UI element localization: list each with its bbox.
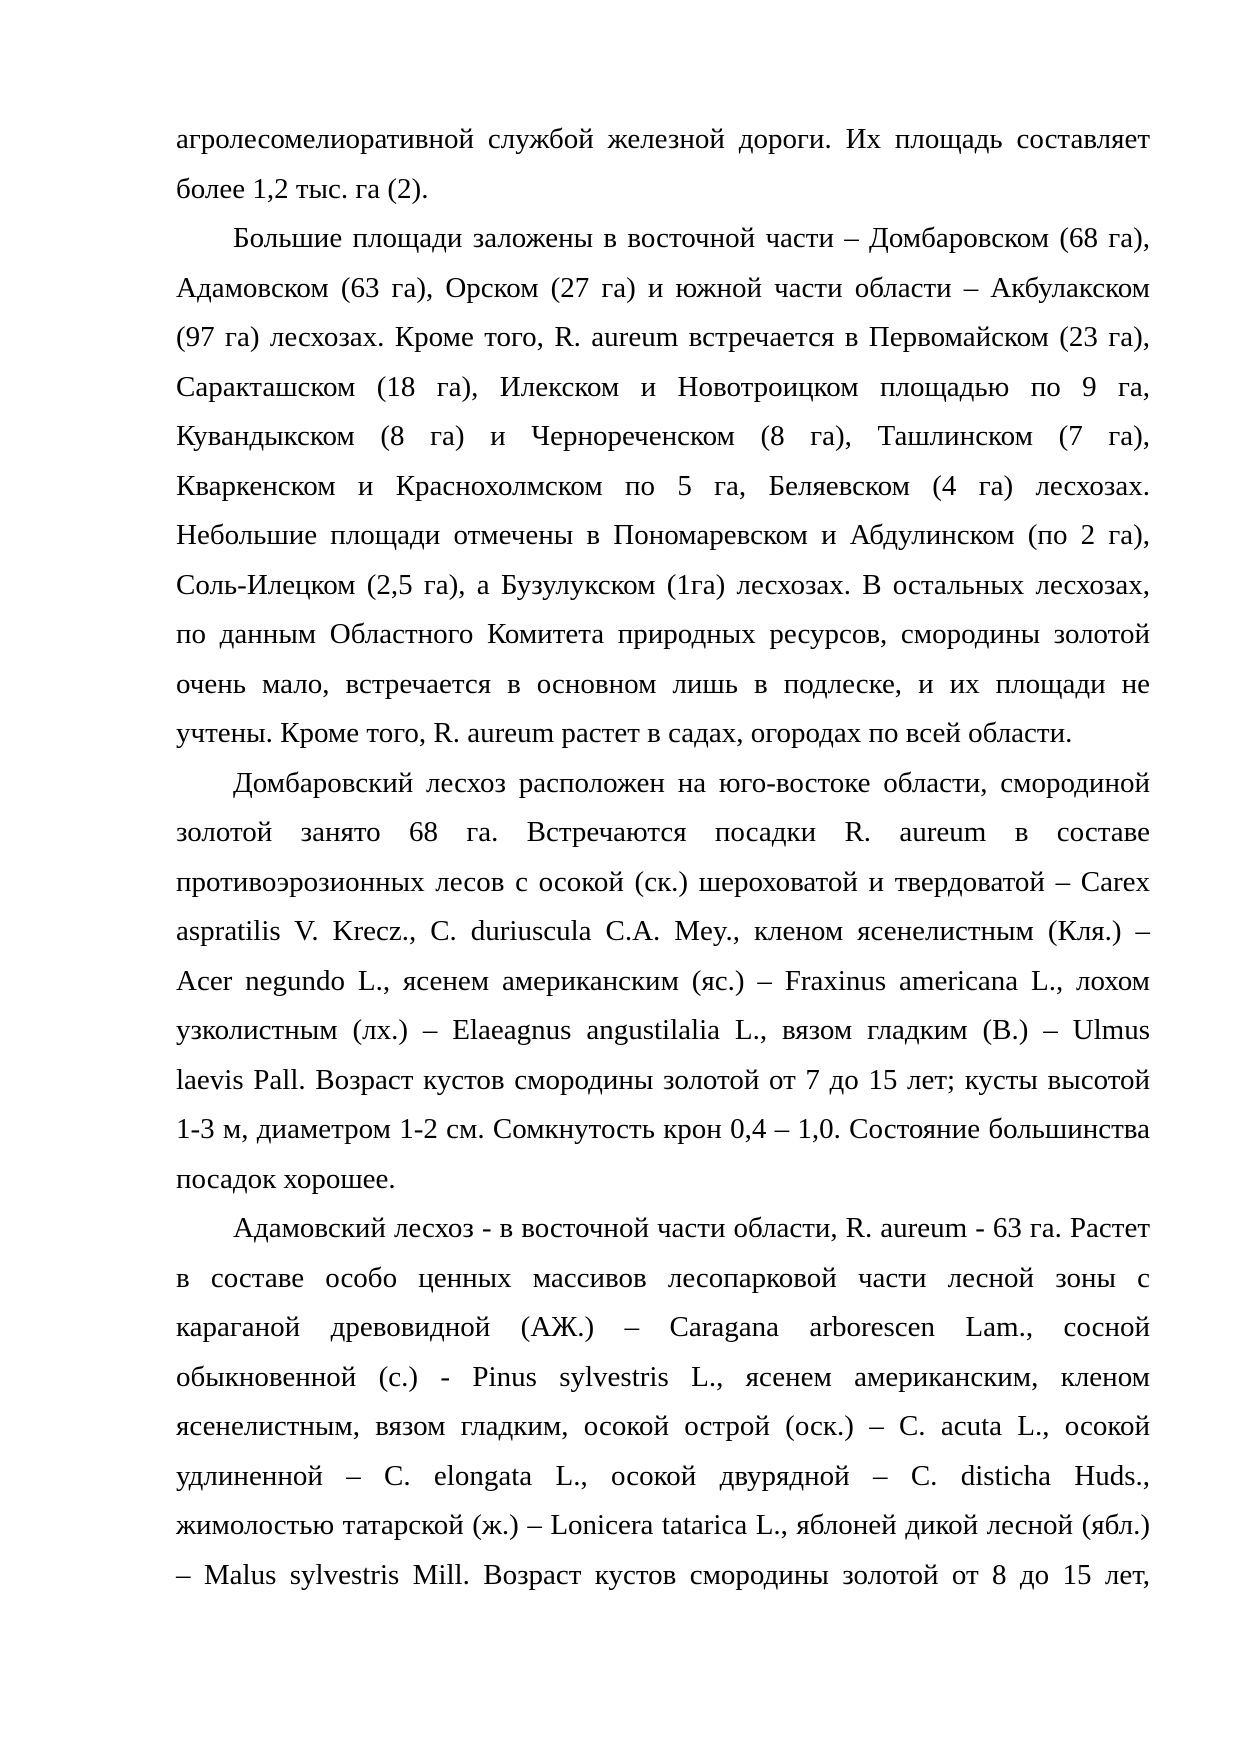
text-line: караганой древовидной (АЖ.) – Caragana arborescen Lam., сосной [176,1311,1150,1343]
text-line: Адамовский лесхоз - в восточной части области, R. aureum - 63 га. Растет [233,1212,1150,1244]
text-line: Кваркенском и Краснохолмском по 5 га, Беляевском (4 га) лесхозах. [176,469,1150,502]
text-line: Acer negundo L., ясенем американским (яс.) – Fraxinus americana L., лохом [176,964,1150,997]
text-line: (97 га) лесхозах. Кроме того, R. aureum встречается в Первомайском (23 га), [176,321,1150,353]
text-line: Кувандыкском (8 га) и Чернореченском (8 га), Ташлинском (7 га), [176,420,1150,452]
text-line: в составе особо ценных массивов лесопарковой части лесной зоны с [176,1261,1150,1294]
text-line: Небольшие площади отмечены в Пономаревском и Абдулинском (по 2 га), [176,519,1150,551]
text-line: учтены. Кроме того, R. aureum растет в садах, огородах по всей области. [176,717,1073,749]
text-line: laevis Pall. Возраст кустов смородины золотой от 7 до 15 лет; кусты высотой [176,1063,1150,1096]
text-line: aspratilis V. Krecz., C. duriuscula C.A. Mey., кленом ясенелистным (Кля.) – [176,915,1150,947]
paragraph [176,214,1150,759]
text-line: по данным Областного Комитета природных ресурсов, смородины золотой [176,618,1150,650]
text-line: Саракташском (18 га), Илекском и Новотроицком площадью по 9 га, [176,370,1150,403]
text-line: жимолостью татарской (ж.) – Lonicera tatarica L., яблоней дикой лесной (ябл.) [176,1509,1150,1541]
paragraph [176,115,1150,214]
text-line: узколистным (лх.) – Elaeagnus angustilalia L., вязом гладким (В.) – Ulmus [176,1014,1150,1046]
text-line: более 1,2 тыс. га (2). [176,172,429,205]
paragraph [176,1204,1150,1600]
text-line: посадок хорошее. [176,1162,396,1195]
text-line: золотой занято 68 га. Встречаются посадки R. aureum в составе [176,816,1150,848]
text-line: Адамовском (63 га), Орском (27 га) и южной части области – Акбулакском [176,271,1150,304]
text-line: 1-3 м, диаметром 1-2 см. Сомкнутость крон 0,4 – 1,0. Состояние большинства [176,1113,1150,1145]
text-line: агролесомелиоративной службой железной дороги. Их площадь составляет [176,123,1150,155]
text-line: удлиненной – C. elongata L., осокой двурядной – C. disticha Huds., [176,1459,1150,1492]
text-line: противоэрозионных лесов с осокой (ск.) шероховатой и твердоватой – Carex [176,865,1150,898]
text-block [176,115,1150,1600]
text-line: Домбаровский лесхоз расположен на юго-востоке области, смородиной [233,766,1150,799]
paragraph [176,759,1150,1205]
text-line: обыкновенной (с.) - Pinus sylvestris L., ясенем американским, кленом [176,1360,1150,1393]
text-line: Соль-Илецком (2,5 га), а Бузулукском (1га) лесхозах. В остальных лесхозах, [176,568,1150,601]
text-line: очень мало, встречается в основном лишь в подлеске, и их площади не [176,667,1150,700]
text-line: – Malus sylvestris Mill. Возраст кустов смородины золотой от 8 до 15 лет, [176,1558,1150,1591]
text-line: ясенелистным, вязом гладким, осокой острой (оск.) – C. acuta L., осокой [176,1410,1150,1442]
text-line: Большие площади заложены в восточной части – Домбаровском (68 га), [233,222,1150,254]
